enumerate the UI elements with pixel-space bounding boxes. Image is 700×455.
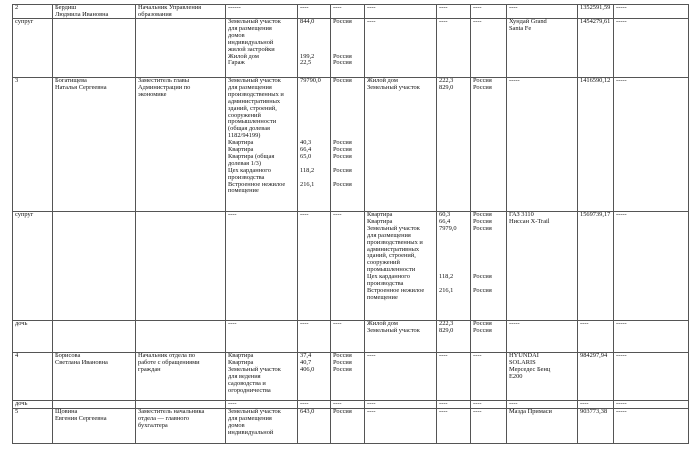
cell-3-own-area: 118,2 (300, 166, 315, 174)
cell-3-deals: ----- (616, 77, 627, 84)
cell-7-deals: ----- (616, 400, 627, 407)
cell-6-use-country: ---- (473, 352, 482, 359)
cell-3-use-country: Россия (473, 83, 492, 91)
cell-8-position: бухгалтера (138, 421, 168, 429)
cell-2-own-type: Жилой дом (228, 52, 259, 60)
cell-6-name: Светлана Ивановна (55, 358, 108, 366)
cell-4-use-type: административных (367, 245, 420, 253)
cell-8-position: отдела — главного (138, 414, 190, 422)
cell-4-use-country: Россия (473, 224, 492, 232)
cell-3-own-type: сооружений (228, 111, 261, 119)
cell-4-use-area: 216,1 (439, 286, 454, 294)
cell-8-use-type: ---- (367, 408, 376, 415)
cell-6-own-country: Россия (333, 365, 352, 373)
cell-7-own-country: ---- (333, 400, 342, 407)
cell-6-vehicles: Мерседес Бенц (509, 365, 551, 373)
cell-3-position: Заместитель главы (138, 77, 190, 84)
cell-8-use-country: ---- (473, 408, 482, 415)
cell-5-use-type: Жилой дом (367, 320, 398, 327)
cell-6-own-area: 37,4 (300, 352, 312, 359)
cell-3-own-type: долевая 1/3) (228, 159, 261, 167)
column-border (688, 4, 689, 443)
cell-3-own-area: 66,4 (300, 146, 312, 153)
cell-3-own-type: Цех карданного (228, 166, 271, 174)
cell-3-own-type: производственных и (228, 90, 284, 98)
cell-5-use-area: 829,0 (439, 326, 454, 334)
cell-4-deals: ----- (616, 211, 627, 218)
cell-2-own-type: жилой застройки (228, 45, 275, 53)
cell-8-position: Заместитель начальника (138, 408, 205, 415)
column-border (330, 4, 331, 443)
cell-6-name: Борисова (55, 352, 81, 359)
cell-3-own-type: административных (228, 97, 281, 105)
cell-6-position: Начальник отдела по (138, 352, 196, 359)
column-border (12, 4, 13, 443)
cell-2-use-type: ---- (367, 18, 376, 25)
cell-6-own-type: огородничества (228, 386, 271, 394)
cell-1-name: Бердиш (55, 4, 77, 11)
cell-5-income: ---- (580, 320, 589, 327)
cell-6-no: 4 (15, 352, 19, 359)
cell-4-use-area: 66,4 (439, 217, 451, 225)
cell-2-deals: ----- (616, 18, 627, 25)
cell-6-deals: ----- (616, 352, 627, 359)
cell-3-own-area: 216,1 (300, 180, 315, 188)
column-border (297, 4, 298, 443)
cell-2-own-area: 22,5 (300, 59, 312, 67)
cell-7-own-area: ---- (300, 400, 309, 407)
cell-2-vehicles: Хундай Grand (509, 18, 547, 25)
cell-8-name: Евгения Сергеевна (55, 414, 107, 422)
column-border (225, 4, 226, 443)
cell-2-use-area: ---- (439, 18, 448, 25)
cell-5-use-area: 222,3 (439, 320, 454, 327)
cell-4-use-type: производственных и (367, 238, 423, 246)
cell-8-use-area: ---- (439, 408, 448, 415)
cell-6-use-area: ---- (439, 352, 448, 359)
cell-6-own-country: Россия (333, 358, 352, 366)
cell-7-own-type: ---- (228, 400, 237, 407)
cell-1-income: 1352591,59 (580, 4, 611, 11)
cell-6-income: 984297,94 (580, 352, 608, 359)
cell-1-use-type: ---- (367, 4, 376, 11)
cell-3-use-area: 222,3 (439, 77, 454, 84)
cell-8-own-type: для размещения (228, 414, 272, 422)
cell-4-own-type: ---- (228, 211, 237, 218)
cell-5-own-area: ---- (300, 320, 309, 327)
cell-3-position: Администрации по (138, 83, 191, 91)
cell-6-own-type: Квартира (228, 358, 254, 366)
cell-1-use-area: ---- (439, 4, 448, 11)
cell-3-own-type: зданий, строений, (228, 104, 277, 112)
cell-1-vehicles: ---- (509, 4, 518, 11)
cell-4-use-type: для размещения (367, 231, 411, 239)
cell-4-use-area: 60,3 (439, 211, 451, 218)
row-border (12, 443, 689, 444)
cell-2-own-country: Россия (333, 18, 352, 25)
cell-4-no: супруг (15, 211, 34, 218)
cell-4-use-area: 118,2 (439, 273, 454, 281)
cell-3-own-type: Квартира (228, 146, 254, 153)
column-border (506, 4, 507, 443)
cell-1-own-country: ---- (333, 4, 342, 11)
cell-3-own-type: для размещения (228, 83, 272, 91)
cell-3-use-area: 829,0 (439, 83, 454, 91)
cell-4-vehicles: Ниссан X-Trail (509, 217, 550, 225)
cell-6-own-area: 40,7 (300, 358, 312, 366)
cell-3-own-type: помещение (228, 187, 259, 195)
cell-2-own-type: домов (228, 31, 245, 39)
cell-2-own-type: Гараж (228, 59, 245, 67)
cell-8-name: Щовина (55, 408, 78, 415)
cell-3-own-type: 1182/94199) (228, 132, 261, 140)
cell-3-own-country: Россия (333, 152, 352, 160)
cell-3-no: 3 (15, 77, 19, 84)
cell-2-use-country: ---- (473, 18, 482, 25)
cell-6-use-type: ---- (367, 352, 376, 359)
cell-7-vehicles: ---- (509, 400, 518, 407)
cell-3-name: Богатищева (55, 77, 87, 84)
cell-4-vehicles: ГАЗ 3110 (509, 211, 534, 218)
cell-3-own-type: Земельный участок (228, 77, 281, 84)
cell-4-use-type: промышленности (367, 266, 416, 274)
cell-4-use-country: Россия (473, 211, 492, 218)
cell-4-use-type: сооружений (367, 259, 400, 267)
cell-3-position: экономике (138, 90, 167, 98)
cell-3-own-country: Россия (333, 166, 352, 174)
cell-8-own-type: Земельный участок (228, 408, 281, 415)
cell-6-own-country: Россия (333, 352, 352, 359)
cell-2-own-area: 199,2 (300, 52, 315, 60)
cell-1-name: Людмила Ивановна (55, 10, 109, 18)
cell-4-use-type: Земельный участок (367, 224, 420, 232)
cell-6-vehicles: E200 (509, 372, 523, 380)
cell-6-position: граждан (138, 365, 161, 373)
cell-1-position: образования (138, 10, 172, 18)
cell-3-vehicles: ----- (509, 77, 520, 84)
cell-1-own-area: ---- (300, 4, 309, 11)
cell-5-deals: ----- (616, 320, 627, 327)
cell-1-position: Начальник Управления (138, 4, 202, 11)
cell-3-own-area: 65,0 (300, 152, 312, 160)
cell-4-use-country: Россия (473, 286, 492, 294)
cell-7-use-area: ---- (439, 400, 448, 407)
column-border (436, 4, 437, 443)
cell-6-own-area: 406,0 (300, 365, 315, 373)
cell-2-own-type: индивидуальной (228, 38, 274, 46)
cell-4-use-type: Цех карданного (367, 273, 410, 281)
cell-8-own-type: индивидуальной (228, 428, 274, 436)
cell-5-use-country: Россия (473, 326, 492, 334)
column-border (577, 4, 578, 443)
cell-5-use-country: Россия (473, 320, 492, 327)
cell-3-name: Наталья Сергеевна (55, 83, 107, 91)
column-border (470, 4, 471, 443)
cell-4-use-area: 7979,0 (439, 224, 457, 232)
cell-3-own-type: Квартира (228, 139, 254, 147)
cell-4-own-country: ---- (333, 211, 342, 218)
column-border (613, 4, 614, 443)
cell-4-use-type: зданий, строений, (367, 252, 416, 260)
cell-7-income: ---- (580, 400, 589, 407)
cell-8-own-country: Россия (333, 408, 352, 415)
cell-5-own-country: ---- (333, 320, 342, 327)
cell-1-use-country: ---- (473, 4, 482, 11)
cell-4-own-area: ---- (300, 211, 309, 218)
cell-2-no: супруг (15, 18, 34, 25)
cell-8-no: 5 (15, 408, 19, 415)
column-border (364, 4, 365, 443)
cell-3-own-type: (общая долевая (228, 125, 270, 133)
cell-2-own-type: для размещения (228, 24, 272, 32)
cell-1-deals: ----- (616, 4, 627, 11)
cell-3-income: 1416590,12 (580, 77, 611, 84)
cell-2-own-type: Земельный участок (228, 18, 281, 25)
column-border (135, 4, 136, 443)
cell-3-own-type: производства (228, 173, 265, 181)
cell-4-use-type: Квартира (367, 217, 393, 225)
cell-7-no: дочь (15, 400, 28, 407)
cell-2-income: 1454279,61 (580, 18, 611, 25)
cell-8-income: 903773,38 (580, 408, 608, 415)
cell-4-use-type: Квартира (367, 211, 393, 218)
cell-3-own-type: Встроенное нежилое (228, 180, 286, 188)
cell-8-vehicles: Мазда Примаси (509, 408, 552, 415)
cell-5-own-type: ---- (228, 320, 237, 327)
cell-4-use-country: Россия (473, 217, 492, 225)
cell-7-use-type: ---- (367, 400, 376, 407)
cell-6-vehicles: HYUNDAI (509, 352, 539, 359)
cell-3-own-type: Квартира (общая (228, 152, 275, 160)
cell-6-position: работе с обращениями (138, 358, 200, 366)
cell-6-own-type: Земельный участок (228, 365, 281, 373)
cell-6-own-type: для ведения (228, 372, 261, 380)
cell-6-vehicles: SOLARIS (509, 358, 536, 366)
column-border (52, 4, 53, 443)
cell-8-own-type: домов (228, 421, 245, 429)
cell-5-use-type: Земельный участок (367, 326, 420, 334)
cell-3-own-area: 79790,0 (300, 77, 321, 84)
cell-2-own-country: Россия (333, 52, 352, 60)
cell-6-own-type: садоводства и (228, 379, 266, 387)
cell-3-own-country: Россия (333, 77, 352, 84)
cell-3-own-type: промышленности (228, 118, 277, 126)
cell-4-income: 1569739,17 (580, 211, 611, 218)
cell-6-own-type: Квартира (228, 352, 254, 359)
cell-7-use-country: ---- (473, 400, 482, 407)
cell-5-vehicles: ----- (509, 320, 520, 327)
cell-1-no: 2 (15, 4, 19, 11)
cell-5-no: дочь (15, 320, 28, 327)
cell-2-vehicles: Santa Fe (509, 24, 532, 32)
cell-2-own-area: 844,0 (300, 18, 315, 25)
cell-4-use-type: Встроенное нежилое (367, 286, 425, 294)
cell-4-use-type: производства (367, 280, 404, 287)
cell-3-use-country: Россия (473, 77, 492, 84)
cell-4-use-country: Россия (473, 273, 492, 281)
cell-2-own-country: Россия (333, 59, 352, 67)
cell-4-use-type: помещение (367, 293, 398, 301)
cell-3-own-area: 40,3 (300, 139, 312, 147)
cell-3-own-country: Россия (333, 139, 352, 147)
cell-3-own-country: Россия (333, 146, 352, 153)
cell-3-use-type: Жилой дом (367, 77, 398, 84)
cell-8-deals: ----- (616, 408, 627, 415)
cell-3-own-country: Россия (333, 180, 352, 188)
cell-3-use-type: Земельный участок (367, 83, 420, 91)
cell-8-own-area: 643,0 (300, 408, 315, 415)
cell-1-own-type: ------ (228, 4, 241, 11)
